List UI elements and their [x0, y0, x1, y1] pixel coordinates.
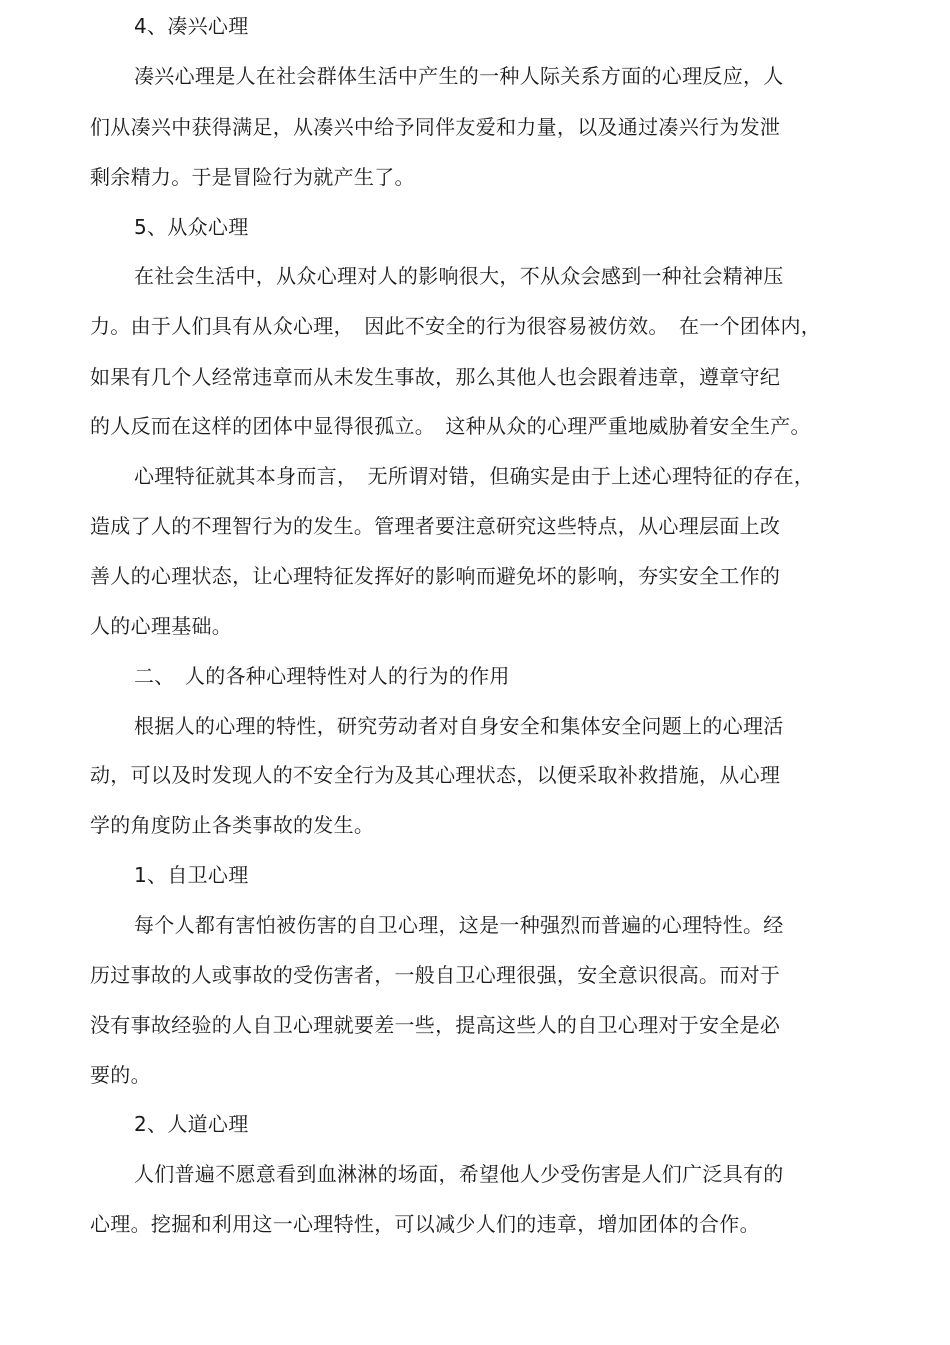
section-heading: 5、从众心理	[134, 215, 249, 239]
paragraph-line: 的人反而在这样的团体中显得很孤立。 这种从众的心理严重地威胁着安全生产。	[90, 414, 811, 438]
paragraph-line: 如果有几个人经常违章而从未发生事故，那么其他人也会跟着违章，遵章守纪	[90, 365, 781, 389]
paragraph-line: 们从凑兴中获得满足，从凑兴中给予同伴友爱和力量，以及通过凑兴行为发泄	[90, 115, 781, 139]
paragraph-line: 历过事故的人或事故的受伤害者，一般自卫心理很强，安全意识很高。而对于	[90, 963, 781, 987]
section-heading: 1、自卫心理	[134, 863, 249, 887]
paragraph-line: 根据人的心理的特性，研究劳动者对自身安全和集体安全问题上的心理活	[134, 714, 784, 738]
paragraph-line: 要的。	[90, 1063, 151, 1087]
paragraph-line: 人们普遍不愿意看到血淋淋的场面，希望他人少受伤害是人们广泛具有的	[134, 1162, 784, 1186]
paragraph-line: 凑兴心理是人在社会群体生活中产生的一种人际关系方面的心理反应，人	[134, 64, 784, 88]
paragraph-line: 学的角度防止各类事故的发生。	[90, 813, 375, 837]
paragraph-line: 每个人都有害怕被伤害的自卫心理，这是一种强烈而普遍的心理特性。经	[134, 913, 784, 937]
paragraph-line: 造成了人的不理智行为的发生。管理者要注意研究这些特点，从心理层面上改	[90, 514, 781, 538]
paragraph-line: 心理特征就其本身而言， 无所谓对错，但确实是由于上述心理特征的存在，	[134, 464, 815, 488]
paragraph-line: 人的心理基础。	[90, 614, 233, 638]
paragraph-line: 力。由于人们具有从众心理， 因此不安全的行为很容易被仿效。 在一个团体内，	[90, 314, 822, 338]
paragraph-line: 心理。挖掘和利用这一心理特性，可以减少人们的违章，增加团体的合作。	[90, 1212, 760, 1236]
section-heading: 2、人道心理	[134, 1112, 249, 1136]
paragraph-line: 没有事故经验的人自卫心理就要差一些，提高这些人的自卫心理对于安全是必	[90, 1013, 781, 1037]
section-heading: 二、 人的各种心理特性对人的行为的作用	[134, 664, 510, 688]
paragraph-line: 动，可以及时发现人的不安全行为及其心理状态，以便采取补救措施，从心理	[90, 763, 781, 787]
paragraph-line: 善人的心理状态，让心理特征发挥好的影响而避免坏的影响，夯实安全工作的	[90, 564, 781, 588]
paragraph-line: 剩余精力。于是冒险行为就产生了。	[90, 165, 415, 189]
section-heading: 4、凑兴心理	[134, 14, 249, 38]
paragraph-line: 在社会生活中，从众心理对人的影响很大，不从众会感到一种社会精神压	[134, 264, 784, 288]
